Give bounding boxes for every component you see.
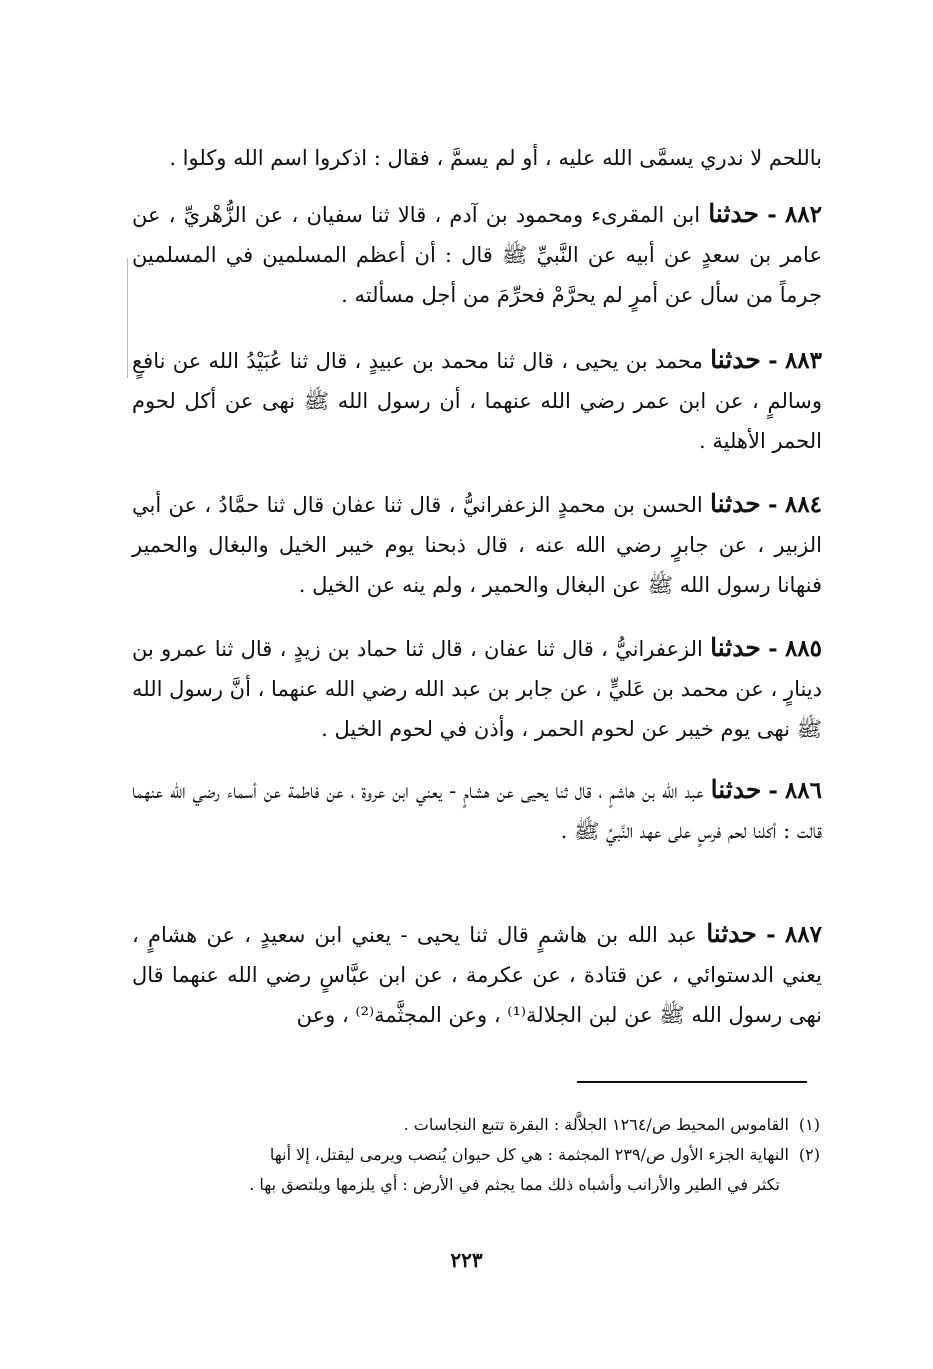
hadith-number: ٨٨٦ [784,777,822,804]
hadith-number: ٨٨٧ [784,921,822,948]
hadith-keyword: حدثنا [710,633,761,662]
hadith-number: ٨٨٥ [784,635,822,662]
hadith-keyword: حدثنا [706,919,757,948]
hadith-885: ٨٨٥ - حدثنا الزعفرانيُّ ، قال ثنا عفان ، قال ثنا حماد بن زيدٍ ، قال ثنا عمرو بن دينارٍ ، عن محمد بن عَليٍّ ، عن جابر بن عبد الله رضي الله عنهما ، أنَّ رسول الله ﷺ نهى يوم خيبر عن لحوم الحمر ، وأذن في لحوم الخيل . [132,633,822,741]
footnote-continuation: تكثر في الطير والأرانب وأشباه ذلك مما يجثم في الأرض : أي يلزمها ويلتصق بها . [249,1175,780,1194]
intro-paragraph [132,138,822,178]
hadith-886: ٨٨٦ - حدثنا عبد الله بن هاشمٍ ، قال ثنا يحيى عن هشامٍ - يعني ابن عروة ، عن فاطمة عن أسماء رضي الله عنهما قالت : أكلنا لحم فرسٍ على عهد النَّبيِّ ﷺ . [132,775,822,843]
hadith-keyword: حدثنا [710,489,761,518]
footnote-text: النهاية الجزء الأول ص/٢٣٩ المجثمة : هي كل حيوان يُنصب ويرمى ليقتل، إلا أنها [269,1145,789,1164]
footnote-item [140,1140,820,1200]
footnote-text: القاموس المحيط ص/١٢٦٤ الجلاَّلة : البقرة تتبع النجاسات . [403,1115,789,1134]
margin-mark [127,258,128,378]
footnote-marker: (٢) [798,1145,820,1164]
hadith-text: عبد الله بن هاشمٍ قال ثنا يحيى - يعني ابن سعيدٍ ، عن هشامٍ ، يعني الدستوائي ، عن قتادة ، عن عكرمة ، عن ابن عبَّاسٍ رضي الله عنهما قال نهى رسول الله ﷺ عن لبن الجلالة⁽¹⁾ ، وعن المجثَّمة⁽²⁾ ، وعن [132,923,822,1027]
page-number: ٢٢٣ [450,1248,483,1272]
footnote-marker: (١) [798,1115,820,1134]
hadith-number: ٨٨٣ [784,347,822,374]
hadith-884: ٨٨٤ - حدثنا الحسن بن محمدٍ الزعفرانيُّ ، قال ثنا عفان قال ثنا حمَّادُ ، عن أبي الزبير ، عن جابرٍ رضي الله عنه ، قال ذبحنا يوم خيبر الخيل والبغال والحمير فنهانا رسول الله ﷺ عن البغال والحمير ، ولم ينه عن الخيل . [132,489,822,597]
hadith-text: الحسن بن محمدٍ الزعفرانيُّ ، قال ثنا عفان قال ثنا حمَّادُ ، عن أبي الزبير ، عن جابرٍ رضي الله عنه ، قال ذبحنا يوم خيبر الخيل والبغال والحمير فنهانا رسول الله ﷺ عن البغال والحمير ، ولم ينه عن الخيل . [132,493,822,597]
footnote-item [140,1110,820,1140]
hadith-text: الزعفرانيُّ ، قال ثنا عفان ، قال ثنا حماد بن زيدٍ ، قال ثنا عمرو بن دينارٍ ، عن محمد بن عَليٍّ ، عن جابر بن عبد الله رضي الله عنهما ، أنَّ رسول الله ﷺ نهى يوم خيبر عن لحوم الحمر ، وأذن في لحوم الخيل . [132,637,822,741]
hadith-text: ابن المقرىء ومحمود بن آدم ، قالا ثنا سفيان ، عن الزُّهْريِّ ، عن عامر بن سعدٍ عن أبيه عن النَّبيِّ ﷺ قال : أن أعظم المسلمين في المسلمين جرماً من سأل عن أمرٍ لم يحرَّمْ فحرِّمَ من أجل مسألته . [132,203,822,307]
hadith-number: ٨٨٢ [784,201,822,228]
intro-text: باللحم لا ندري يسمَّى الله عليه ، أو لم يسمَّ ، فقال : اذكروا اسم الله وكلوا . [169,146,822,170]
hadith-883: ٨٨٣ - حدثنا محمد بن يحيى ، قال ثنا محمد بن عبيدٍ ، قال ثنا عُبَيْدُ الله عن نافعٍ وسالمٍ ، عن ابن عمر رضي الله عنهما ، أن رسول الله ﷺ نهى عن أكل لحوم الحمر الأهلية . [132,345,822,453]
hadith-887: ٨٨٧ - حدثنا عبد الله بن هاشمٍ قال ثنا يحيى - يعني ابن سعيدٍ ، عن هشامٍ ، يعني الدستوائي ، عن قتادة ، عن عكرمة ، عن ابن عبَّاسٍ رضي الله عنهما قال نهى رسول الله ﷺ عن لبن الجلالة⁽¹⁾ ، وعن المجثَّمة⁽²⁾ ، وعن [132,919,822,1027]
hadith-keyword: حدثنا [708,199,759,228]
hadith-keyword: حدثنا [710,775,762,804]
hadith-text: محمد بن يحيى ، قال ثنا محمد بن عبيدٍ ، قال ثنا عُبَيْدُ الله عن نافعٍ وسالمٍ ، عن ابن عمر رضي الله عنهما ، أن رسول الله ﷺ نهى عن أكل لحوم الحمر الأهلية . [132,349,822,453]
hadith-882: ٨٨٢ - حدثنا ابن المقرىء ومحمود بن آدم ، قالا ثنا سفيان ، عن الزُّهْريِّ ، عن عامر بن سعدٍ عن أبيه عن النَّبيِّ ﷺ قال : أن أعظم المسلمين في المسلمين جرماً من سأل عن أمرٍ لم يحرَّمْ فحرِّمَ من أجل مسألته . [132,199,822,307]
hadith-text: عبد الله بن هاشمٍ ، قال ثنا يحيى عن هشامٍ - يعني ابن عروة ، عن فاطمة عن أسماء رضي الله عنهما قالت : أكلنا لحم فرسٍ على عهد النَّبيِّ ﷺ . [132,779,822,843]
footnote-divider [577,1081,807,1083]
hadith-keyword: حدثنا [710,345,761,374]
footnotes [140,1110,820,1200]
hadith-number: ٨٨٤ [784,491,822,518]
